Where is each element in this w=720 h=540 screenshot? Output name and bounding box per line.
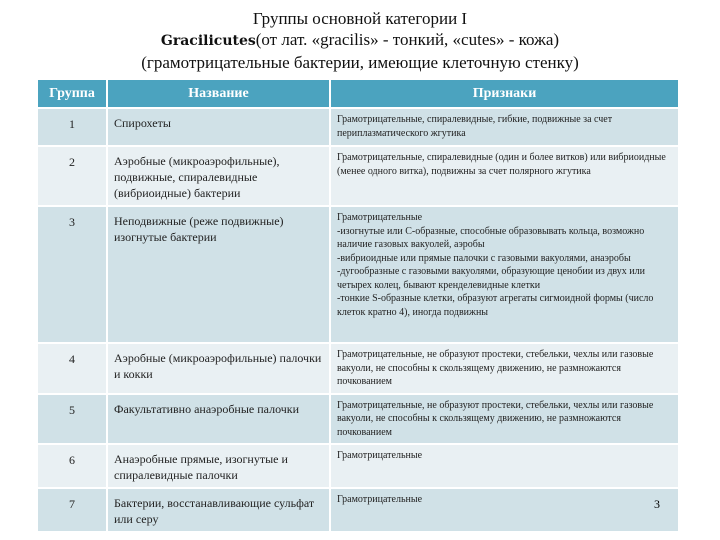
cell-features: Грамотрицательные, не образуют простеки, стебельки, чехлы или газовые вакуоли, не способны к скользящему движению, не размножаются почкованием [330,394,679,445]
cell-name: Факультативно анаэробные палочки [107,394,330,445]
table-row [38,206,679,343]
cell-name: Неподвижные (реже подвижные) изогнутые бактерии [107,206,330,343]
table-row [38,343,679,394]
cell-features: Грамотрицательные, не образуют простеки, стебельки, чехлы или газовые вакуоли, не способны к скользящему движению, не размножаются почкованием [330,343,679,394]
title-line-2 [0,29,720,52]
cell-name: Бактерии, восстанавливающие сульфат или серу [107,488,330,531]
table-header [38,80,679,108]
cell-group: 4 [38,343,107,394]
cell-group: 5 [38,394,107,445]
cell-features: Грамотрицательные -изогнутые или С-образные, способные образовывать кольца, возможно наличие газовых вакуолей, аэробы -вибриоидные или прямые палочки с газовыми вакуолями, анаэробы -дугообразные с газовыми вакуолями, образующие ценобии из двух или четырех колец, бывают крендeлевидные клетки -тонкие S-образные клетки, образуют агрегаты сигмоидной формы (число клеток кратно 4), иногда подвижны [330,206,679,343]
header-features: Признаки [330,80,679,108]
cell-name: Анаэробные прямые, изогнутые и спиралевидные палочки [107,444,330,488]
page-number: 3 [654,497,660,511]
table-row [38,394,679,445]
cell-group: 2 [38,146,107,206]
table-row [38,146,679,206]
title-latin-name: Gracilicutes [160,33,256,49]
cell-features: Грамотрицательные [330,488,679,531]
cell-group: 6 [38,444,107,488]
table-row [38,488,679,531]
cell-features: Грамотрицательные, спиралевидные, гибкие, подвижные за счет периплазматического жгутика [330,108,679,146]
cell-group: 1 [38,108,107,146]
cell-features: Грамотрицательные, спиралевидные (один и более витков) или вибриоидные (менее одного витка), подвижны за счет полярного жгутика [330,146,679,206]
table-row [38,444,679,488]
header-group: Группа [38,80,107,108]
cell-name: Аэробные (микроаэрофильные) палочки и кокки [107,343,330,394]
cell-group: 3 [38,206,107,343]
table-row [38,108,679,146]
slide-title [0,8,720,73]
cell-group: 7 [38,488,107,531]
header-name: Название [107,80,330,108]
cell-name: Аэробные (микроаэрофильные), подвижные, спиралевидные (вибриоидные) бактерии [107,146,330,206]
cell-features: Грамотрицательные [330,444,679,488]
bacteria-groups-table [38,80,680,531]
cell-name: Спирохеты [107,108,330,146]
title-line-3: (грамотрицательные бактерии, имеющие клеточную стенку) [141,53,579,72]
title-line-1: Группы основной категории I [252,9,468,28]
title-etymology: (от лат. «gracilis» - тонкий, «cutes» - кожа) [255,30,560,49]
